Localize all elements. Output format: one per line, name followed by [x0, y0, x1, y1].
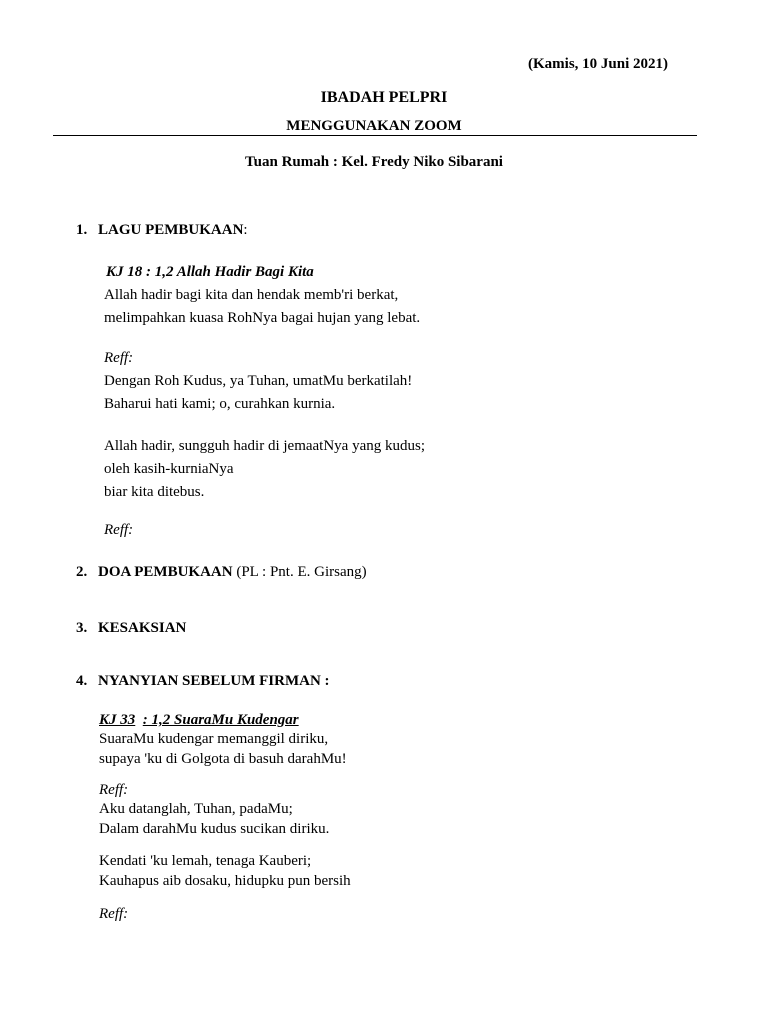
section-3-number: 3.	[76, 620, 88, 636]
lyric-line: supaya 'ku di Golgota di basuh darahMu!	[99, 751, 347, 767]
lyric-line: Kendati 'ku lemah, tenaga Kauberi;	[99, 853, 312, 869]
song-2-code: KJ 33	[99, 712, 136, 728]
page-subtitle: MENGGUNAKAN ZOOM	[286, 118, 462, 134]
section-4-title: NYANYIAN SEBELUM FIRMAN :	[98, 673, 330, 689]
section-1-number: 1.	[76, 222, 88, 238]
song-2-verse-2	[99, 851, 351, 891]
song-2-verse-1	[99, 729, 347, 769]
section-2-title: DOA PEMBUKAAN	[98, 564, 233, 580]
reff-label: Reff:	[99, 782, 129, 798]
host-line: Tuan Rumah : Kel. Fredy Niko Sibarani	[245, 154, 503, 170]
section-2-note: (PL : Pnt. E. Girsang)	[236, 564, 367, 580]
song-2-name: : 1,2 SuaraMu Kudengar	[142, 712, 299, 728]
reff-label: Reff:	[104, 350, 134, 366]
lyric-line: SuaraMu kudengar memanggil diriku,	[99, 731, 329, 747]
section-1-title: LAGU PEMBUKAAN	[98, 222, 244, 238]
song-2-reff	[99, 799, 329, 839]
section-1-heading	[76, 221, 248, 239]
date-line: (Kamis, 10 Juni 2021)	[528, 56, 669, 72]
lyric-line: Allah hadir, sungguh hadir di jemaatNya yang kudus;	[104, 438, 425, 454]
section-3-heading	[76, 619, 186, 637]
lyric-line: melimpahkan kuasa RohNya bagai hujan yang lebat.	[104, 310, 421, 326]
lyric-line: Aku datanglah, Tuhan, padaMu;	[99, 801, 293, 817]
reff-label: Reff:	[104, 522, 134, 538]
section-1-colon: :	[243, 222, 248, 238]
section-2-number: 2.	[76, 564, 88, 580]
section-2-heading	[76, 563, 367, 581]
song-1-verse-2	[104, 435, 425, 504]
song-2-title	[99, 711, 299, 729]
lyric-line: Dalam darahMu kudus sucikan diriku.	[99, 821, 330, 837]
song-1-verse-1	[104, 284, 420, 330]
section-3-title: KESAKSIAN	[98, 620, 187, 636]
section-4-heading	[76, 672, 330, 690]
lyric-line: Dengan Roh Kudus, ya Tuhan, umatMu berkatilah!	[104, 373, 413, 389]
lyric-line: Allah hadir bagi kita dan hendak memb'ri berkat,	[104, 287, 399, 303]
song-1-reff	[104, 370, 412, 416]
reff-label: Reff:	[99, 906, 129, 922]
lyric-line: biar kita ditebus.	[104, 484, 205, 500]
header-divider	[53, 135, 697, 136]
page-title: IBADAH PELPRI	[320, 89, 448, 106]
lyric-line: Baharui hati kami; o, curahkan kurnia.	[104, 396, 336, 412]
lyric-line: Kauhapus aib dosaku, hidupku pun bersih	[99, 873, 351, 889]
section-4-number: 4.	[76, 673, 88, 689]
song-1-title: KJ 18 : 1,2 Allah Hadir Bagi Kita	[106, 264, 314, 280]
lyric-line: oleh kasih-kurniaNya	[104, 461, 234, 477]
